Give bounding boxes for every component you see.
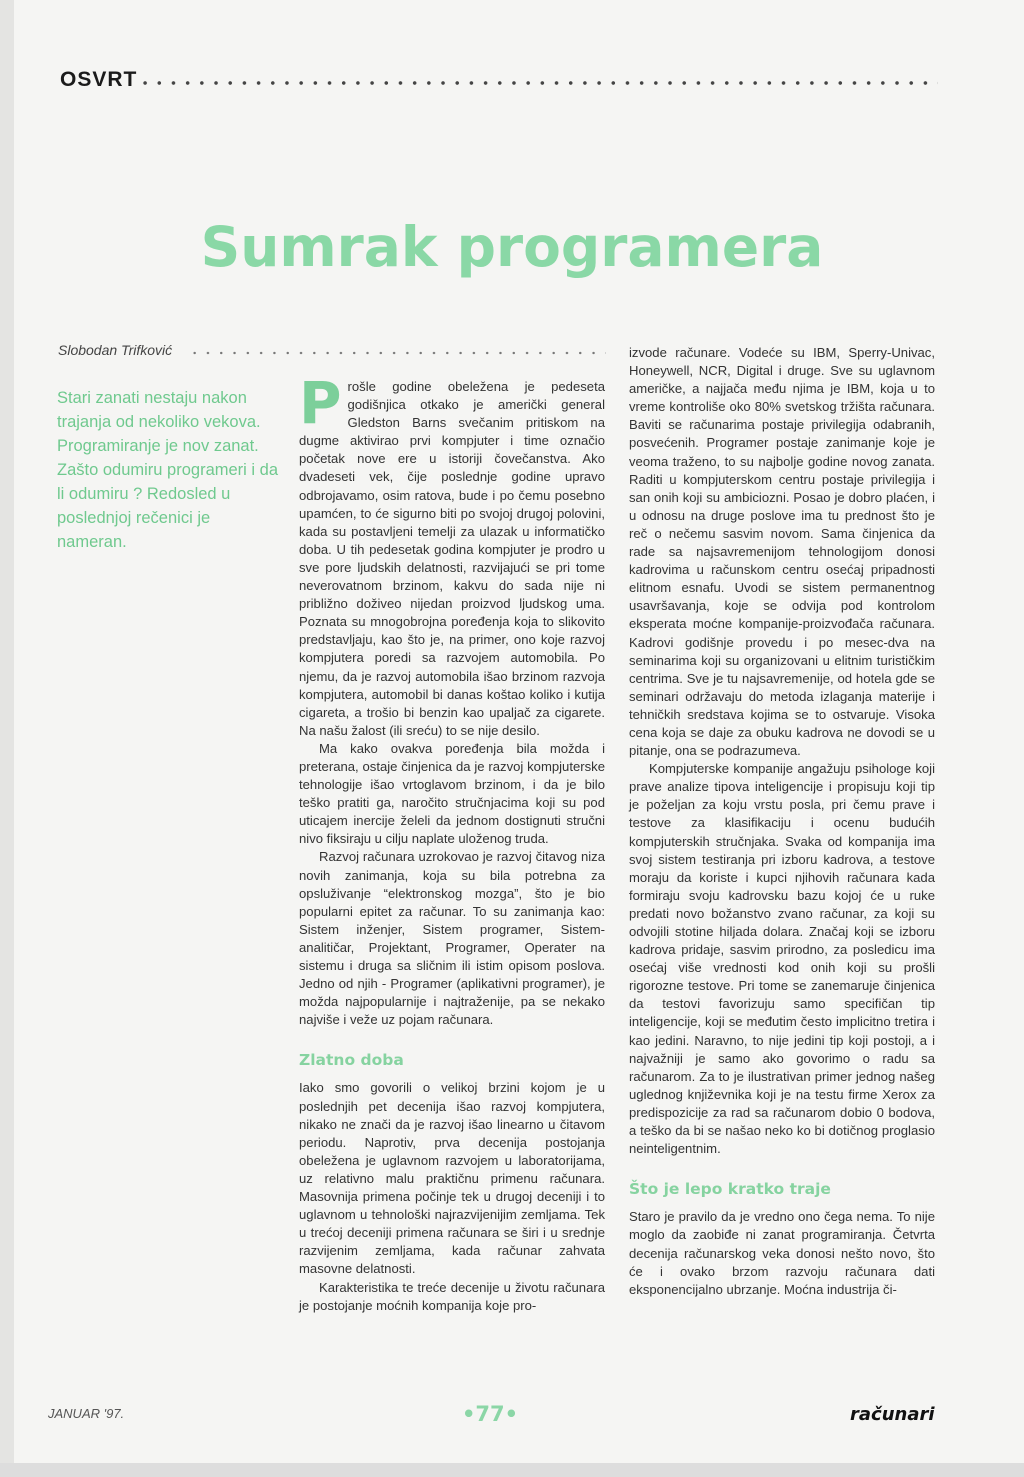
drop-cap: P [299, 369, 342, 437]
paragraph-text: rošle godine obeležena je pedeseta godišnjica otkako je američki general Gledston Barns svečanim pritiskom na dugme aktivirao prvi kompjuter i time označio početak nove ere u istoriji čovečanstva. Ako dvadeseti vek, čije poslednje godine upravo odbrojavamo, osim ratova, bude i po čemu posebno upamćen, to će sigurno biti po svojoj drugoj polovini, kada su postavljeni temelji za ulazak u informatičko doba. U tih pedesetak godina kompjuter je prodro u sve pore ljudskih delatnosti, razvijajući se pri tome neverovatnom brzinom, kakvu do sada nije ni približno doživeo nijedan proizvod ljudskog uma. Poznata su mnogobrojna poređenja koja to slikovito predstavljaju, kao što je, na primer, ono koje razvoj kompjutera poredi sa razvojem automobila. Po njemu, da je razvoj automobila išao brzinom razvoja kompjutera, automobil bi danas koštao koliko i kutija cigareta, a trošio bi benzin kao upaljač za cigarete. Na našu žalost (ili sreću) to se nije desilo. [299, 379, 605, 738]
paragraph: Karakteristika te treće decenije u životu računara je postojanje moćnih kompanija koje pro- [299, 1279, 605, 1313]
paragraph: Staro je pravilo da je vredno ono čega nema. To nije moglo da zaobiđe ni zanat programiranja. Četvrta decenija računarskog veka donosi nešto novo, što će i ovako brzom razvoju računara dati eksponencijalno ubrzanje. Moćna industrija či- [629, 1209, 935, 1297]
paragraph: Iako smo govorili o velikoj brzini kojom je u poslednjih pet decenija išao razvoj kompjutera, nikako ne znači da je razvoj išao linearno u čitavom periodu. Naprotiv, prva decenija postojanja obeležena je uglavnom razvojem u laboratorijama, uz relativno malu praktičnu primenu računara. Masovnija primena počinje tek u drugoj deceniji i to uglavnom u tehnološki najrazvijenijim zemljama. Tek u trećoj deceniji primena računara se širi i u srednje razvijenim zemljama, kada računar zahvata masovne delatnosti. [299, 1080, 605, 1277]
page-edge-bottom [0, 1463, 1024, 1477]
paragraph: Razvoj računara uzrokovao je razvoj čitavog niza novih zanimanja, koja su bila potrebna za opsluživanje “elektronskog mozga”, što je bio popularni epitet za računar. To su zanimanja kao: Sistem inženjer, Sistem programer, Sistem-analitičar, Projektant, Programer, Operater na sistemu i druga sa sličnim ili istim opisom poslova. Jedno od njih - Programer (aplikativni programer), je možda najpopularnije i najtraženije, pa se nekako najviše i veže uz pojam računara. [299, 849, 605, 1028]
page-number: •77• [462, 1402, 519, 1426]
article-lead: Stari zanati nestaju nakon trajanja od nekoliko vekova. Programiranje je nov zanat. Zašto odumiru programeri i da li odumiru ? Redosled u poslednjoj rečenici je nameran. [57, 389, 279, 551]
paragraph: Kompjuterske kompanije angažuju psihologe koji prave analize tipova inteligencije i propisuju koji tip je poželjan za koju vrstu posla, pri čemu prave i testove za klasifikaciju i ocenu budućih kompjuterskih stručnjaka. Svaka od kompanija ima svoj sistem testiranja pri izboru kadrova, a testove moraju da koriste i kupci njihovih računara kada formiraju svoju kadrovsku bazu kojoj će u ruke predati novo božanstvo zvano računar, za koji su odvojili stotine hiljada dolara. Značaj koji se izboru kadrova pridaje, sasvim prirodno, za posledicu ima osećaj više vrednosti kod onih koji su prošli rigorozne testove. Pri tome se zanemaruje činjenica da testovi favorizuju samo specifičan tip inteligencije, koji se međutim često implicitno tretira i kao jedini. Naravno, to nije jedini tip koji postoji, a i najvažniji je samo ako govorimo o radu sa računarom. Za to je ilustrativan primer jednog našeg uglednog književnika koji je na testu firme Xerox za predispozicije za rad sa računarom dobio 0 bodova, a teško da bi se našao neko ko bi dotičnog proglasio neinteligentnim. [629, 761, 935, 1157]
section-dot-leader [138, 76, 938, 90]
paragraph [299, 369, 605, 740]
article-author: Slobodan Trifković [58, 342, 173, 358]
subheading-zlatno-doba: Zlatno doba [299, 1051, 404, 1070]
paragraph: Ma kako ovakva poređenja bila možda i preterana, ostaje činjenica da je razvoj kompjuterske tehnologije išao vrtoglavom brzinom, i da je bilo teško pratiti ga, naročito stručnjacima koji su pod uticajem inercije želeli da jednom dostignuti stručni nivo fiksiraju u cilju naplate uloženog truda. [299, 740, 605, 847]
author-dot-leader [188, 348, 606, 358]
magazine-logo: računari [850, 1404, 935, 1425]
article-column-2 [299, 369, 605, 1315]
section-label: OSVRT [60, 68, 138, 91]
article-title: Sumrak programera [200, 214, 824, 279]
article-column-3 [629, 344, 935, 1299]
subheading-sto-je-lepo: Što je lepo kratko traje [629, 1180, 831, 1199]
footer-issue-date: JANUAR '97. [48, 1406, 125, 1421]
paragraph: izvode računare. Vodeće su IBM, Sperry-Univac, Honeywell, NCR, Digital i druge. Sve su uglavnom američke, a najjača među njima je IBM, koja u to vreme kontroliše oko 80% svetskog tržišta računara. Baviti se računarima postaje privilegija odabranih, posvećenih. Programer postaje zanimanje koje je veoma traženo, to su najbolje godine novog zanata. Raditi u kompjuterskom centru postaje privilegija i san onih koji su ambiciozni. Posao je dobro plaćen, i u odnosu na druge poslove ima tu prednost što je reč o nečemu sasvim novom. Sama činjenica da rade sa najsavremenijom tehnologijom donosi kadrovima u računskom centru osećaj pripadnosti elitnom esnafu. Uvodi se sistem permanentnog usavršavanja, koje se odvija pod kontrolom eksperata moćne kompanije-proizvođača računara. Kadrovi godišnje provedu i po mesec-dva na seminarima koji su organizovani u elitnim turističkim centrima. Sve je tu najsavremenije, od hotela gde se seminari održavaju do metoda izlaganja materije i tehničkih sredstava kojima se to ostvaruje. Visoka cena koja se daje za obuku kadrova ne dovodi se u pitanje, ona se podrazumeva. [629, 345, 935, 759]
